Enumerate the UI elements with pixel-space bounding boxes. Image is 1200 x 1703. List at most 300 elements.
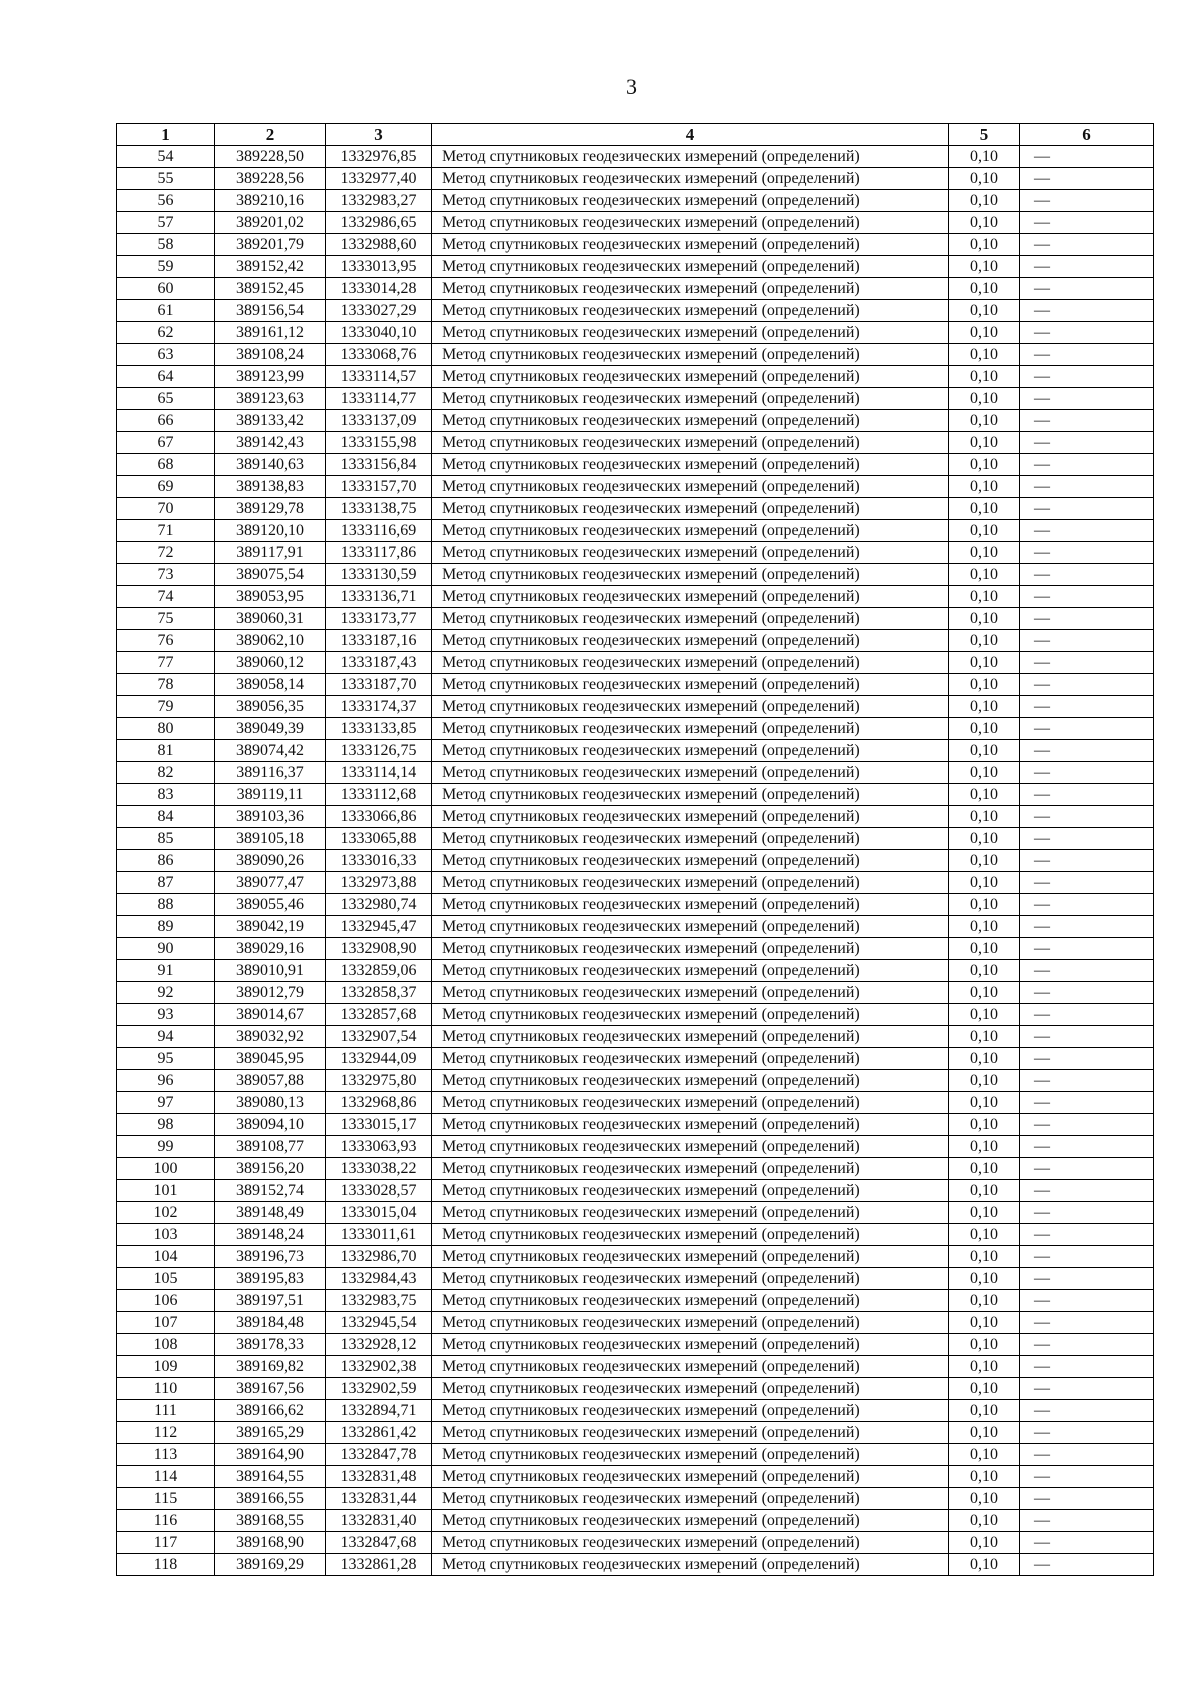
x-coordinate-cell: 389164,55 [215,1466,326,1488]
note-cell: — [1020,542,1154,564]
point-number-cell: 93 [117,1004,215,1026]
note-cell: — [1020,674,1154,696]
x-coordinate-cell: 389201,79 [215,234,326,256]
table-row [117,630,1154,652]
x-coordinate-cell: 389108,24 [215,344,326,366]
accuracy-cell: 0,10 [949,872,1020,894]
table-row [117,1400,1154,1422]
note-cell: — [1020,894,1154,916]
method-cell: Метод спутниковых геодезических измерений (определений) [432,1334,949,1356]
method-cell: Метод спутниковых геодезических измерений (определений) [432,718,949,740]
method-cell: Метод спутниковых геодезических измерений (определений) [432,454,949,476]
note-cell: — [1020,740,1154,762]
table-row [117,542,1154,564]
note-cell: — [1020,1356,1154,1378]
note-cell: — [1020,1422,1154,1444]
y-coordinate-cell: 1332907,54 [326,1026,432,1048]
table-row [117,1444,1154,1466]
y-coordinate-cell: 1332976,85 [326,146,432,168]
note-cell: — [1020,1202,1154,1224]
y-coordinate-cell: 1332894,71 [326,1400,432,1422]
table-row [117,344,1154,366]
x-coordinate-cell: 389012,79 [215,982,326,1004]
point-number-cell: 107 [117,1312,215,1334]
x-coordinate-cell: 389142,43 [215,432,326,454]
column-header-5: 5 [949,124,1020,146]
accuracy-cell: 0,10 [949,1312,1020,1334]
note-cell: — [1020,1048,1154,1070]
y-coordinate-cell: 1333038,22 [326,1158,432,1180]
y-coordinate-cell: 1332908,90 [326,938,432,960]
note-cell: — [1020,652,1154,674]
x-coordinate-cell: 389058,14 [215,674,326,696]
y-coordinate-cell: 1332859,06 [326,960,432,982]
point-number-cell: 118 [117,1554,215,1576]
x-coordinate-cell: 389075,54 [215,564,326,586]
method-cell: Метод спутниковых геодезических измерений (определений) [432,1070,949,1092]
accuracy-cell: 0,10 [949,256,1020,278]
y-coordinate-cell: 1332831,48 [326,1466,432,1488]
accuracy-cell: 0,10 [949,388,1020,410]
method-cell: Метод спутниковых геодезических измерений (определений) [432,674,949,696]
table-row [117,366,1154,388]
table-body [117,146,1154,1576]
y-coordinate-cell: 1333040,10 [326,322,432,344]
point-number-cell: 104 [117,1246,215,1268]
accuracy-cell: 0,10 [949,1400,1020,1422]
y-coordinate-cell: 1332847,68 [326,1532,432,1554]
y-coordinate-cell: 1333014,28 [326,278,432,300]
note-cell: — [1020,982,1154,1004]
table-row [117,652,1154,674]
point-number-cell: 78 [117,674,215,696]
accuracy-cell: 0,10 [949,410,1020,432]
point-number-cell: 98 [117,1114,215,1136]
method-cell: Метод спутниковых геодезических измерений (определений) [432,894,949,916]
table-row [117,454,1154,476]
point-number-cell: 96 [117,1070,215,1092]
x-coordinate-cell: 389169,29 [215,1554,326,1576]
y-coordinate-cell: 1332986,70 [326,1246,432,1268]
x-coordinate-cell: 389152,74 [215,1180,326,1202]
method-cell: Метод спутниковых геодезических измерений (определений) [432,696,949,718]
x-coordinate-cell: 389133,42 [215,410,326,432]
column-header-4: 4 [432,124,949,146]
y-coordinate-cell: 1332858,37 [326,982,432,1004]
x-coordinate-cell: 389165,29 [215,1422,326,1444]
x-coordinate-cell: 389116,37 [215,762,326,784]
x-coordinate-cell: 389196,73 [215,1246,326,1268]
note-cell: — [1020,1114,1154,1136]
note-cell: — [1020,1026,1154,1048]
column-header-2: 2 [215,124,326,146]
table-row [117,1356,1154,1378]
method-cell: Метод спутниковых геодезических измерений (определений) [432,564,949,586]
x-coordinate-cell: 389032,92 [215,1026,326,1048]
method-cell: Метод спутниковых геодезических измерений (определений) [432,1422,949,1444]
method-cell: Метод спутниковых геодезических измерений (определений) [432,410,949,432]
y-coordinate-cell: 1333173,77 [326,608,432,630]
method-cell: Метод спутниковых геодезических измерений (определений) [432,1312,949,1334]
accuracy-cell: 0,10 [949,916,1020,938]
y-coordinate-cell: 1332831,44 [326,1488,432,1510]
point-number-cell: 100 [117,1158,215,1180]
note-cell: — [1020,1268,1154,1290]
accuracy-cell: 0,10 [949,938,1020,960]
y-coordinate-cell: 1332902,59 [326,1378,432,1400]
point-number-cell: 54 [117,146,215,168]
note-cell: — [1020,256,1154,278]
x-coordinate-cell: 389228,50 [215,146,326,168]
method-cell: Метод спутниковых геодезических измерений (определений) [432,1004,949,1026]
x-coordinate-cell: 389129,78 [215,498,326,520]
y-coordinate-cell: 1333027,29 [326,300,432,322]
method-cell: Метод спутниковых геодезических измерений (определений) [432,828,949,850]
table-row [117,960,1154,982]
accuracy-cell: 0,10 [949,300,1020,322]
x-coordinate-cell: 389053,95 [215,586,326,608]
table-row [117,234,1154,256]
accuracy-cell: 0,10 [949,1004,1020,1026]
accuracy-cell: 0,10 [949,212,1020,234]
table-row [117,608,1154,630]
accuracy-cell: 0,10 [949,1290,1020,1312]
table-row [117,1158,1154,1180]
method-cell: Метод спутниковых геодезических измерений (определений) [432,1466,949,1488]
x-coordinate-cell: 389045,95 [215,1048,326,1070]
note-cell: — [1020,1334,1154,1356]
y-coordinate-cell: 1332977,40 [326,168,432,190]
point-number-cell: 115 [117,1488,215,1510]
y-coordinate-cell: 1332983,75 [326,1290,432,1312]
accuracy-cell: 0,10 [949,498,1020,520]
x-coordinate-cell: 389169,82 [215,1356,326,1378]
table-row [117,1422,1154,1444]
x-coordinate-cell: 389123,99 [215,366,326,388]
table-row [117,1004,1154,1026]
method-cell: Метод спутниковых геодезических измерений (определений) [432,850,949,872]
table-row [117,1114,1154,1136]
method-cell: Метод спутниковых геодезических измерений (определений) [432,1202,949,1224]
y-coordinate-cell: 1332988,60 [326,234,432,256]
method-cell: Метод спутниковых геодезических измерений (определений) [432,652,949,674]
note-cell: — [1020,828,1154,850]
accuracy-cell: 0,10 [949,784,1020,806]
method-cell: Метод спутниковых геодезических измерений (определений) [432,938,949,960]
accuracy-cell: 0,10 [949,454,1020,476]
x-coordinate-cell: 389140,63 [215,454,326,476]
note-cell: — [1020,300,1154,322]
note-cell: — [1020,212,1154,234]
x-coordinate-cell: 389166,62 [215,1400,326,1422]
point-number-cell: 73 [117,564,215,586]
point-number-cell: 113 [117,1444,215,1466]
table-row [117,410,1154,432]
table-row [117,762,1154,784]
note-cell: — [1020,1400,1154,1422]
column-header-3: 3 [326,124,432,146]
x-coordinate-cell: 389164,90 [215,1444,326,1466]
table-row [117,432,1154,454]
x-coordinate-cell: 389228,56 [215,168,326,190]
accuracy-cell: 0,10 [949,674,1020,696]
x-coordinate-cell: 389167,56 [215,1378,326,1400]
note-cell: — [1020,410,1154,432]
accuracy-cell: 0,10 [949,1444,1020,1466]
point-number-cell: 65 [117,388,215,410]
table-row [117,872,1154,894]
point-number-cell: 59 [117,256,215,278]
accuracy-cell: 0,10 [949,1268,1020,1290]
method-cell: Метод спутниковых геодезических измерений (определений) [432,1048,949,1070]
method-cell: Метод спутниковых геодезических измерений (определений) [432,1356,949,1378]
method-cell: Метод спутниковых геодезических измерений (определений) [432,1554,949,1576]
x-coordinate-cell: 389197,51 [215,1290,326,1312]
method-cell: Метод спутниковых геодезических измерений (определений) [432,982,949,1004]
accuracy-cell: 0,10 [949,828,1020,850]
note-cell: — [1020,278,1154,300]
y-coordinate-cell: 1333015,17 [326,1114,432,1136]
accuracy-cell: 0,10 [949,1422,1020,1444]
note-cell: — [1020,146,1154,168]
accuracy-cell: 0,10 [949,1048,1020,1070]
method-cell: Метод спутниковых геодезических измерений (определений) [432,586,949,608]
accuracy-cell: 0,10 [949,1202,1020,1224]
point-number-cell: 66 [117,410,215,432]
table-row [117,300,1154,322]
method-cell: Метод спутниковых геодезических измерений (определений) [432,630,949,652]
table-row [117,1224,1154,1246]
point-number-cell: 82 [117,762,215,784]
point-number-cell: 75 [117,608,215,630]
note-cell: — [1020,1444,1154,1466]
method-cell: Метод спутниковых геодезических измерений (определений) [432,542,949,564]
table-row [117,1510,1154,1532]
table-row [117,1202,1154,1224]
accuracy-cell: 0,10 [949,564,1020,586]
y-coordinate-cell: 1333187,16 [326,630,432,652]
x-coordinate-cell: 389049,39 [215,718,326,740]
point-number-cell: 87 [117,872,215,894]
table-row [117,1554,1154,1576]
x-coordinate-cell: 389168,55 [215,1510,326,1532]
point-number-cell: 92 [117,982,215,1004]
note-cell: — [1020,872,1154,894]
note-cell: — [1020,476,1154,498]
y-coordinate-cell: 1332857,68 [326,1004,432,1026]
x-coordinate-cell: 389156,54 [215,300,326,322]
note-cell: — [1020,850,1154,872]
method-cell: Метод спутниковых геодезических измерений (определений) [432,344,949,366]
note-cell: — [1020,190,1154,212]
point-number-cell: 80 [117,718,215,740]
note-cell: — [1020,1180,1154,1202]
point-number-cell: 97 [117,1092,215,1114]
y-coordinate-cell: 1333136,71 [326,586,432,608]
note-cell: — [1020,1510,1154,1532]
note-cell: — [1020,806,1154,828]
point-number-cell: 79 [117,696,215,718]
y-coordinate-cell: 1333112,68 [326,784,432,806]
y-coordinate-cell: 1332986,65 [326,212,432,234]
table-row [117,696,1154,718]
x-coordinate-cell: 389077,47 [215,872,326,894]
y-coordinate-cell: 1333028,57 [326,1180,432,1202]
point-number-cell: 101 [117,1180,215,1202]
accuracy-cell: 0,10 [949,718,1020,740]
method-cell: Метод спутниковых геодезических измерений (определений) [432,1290,949,1312]
y-coordinate-cell: 1333187,70 [326,674,432,696]
method-cell: Метод спутниковых геодезических измерений (определений) [432,300,949,322]
point-number-cell: 72 [117,542,215,564]
note-cell: — [1020,1158,1154,1180]
table-header-row [117,124,1154,146]
point-number-cell: 61 [117,300,215,322]
accuracy-cell: 0,10 [949,1070,1020,1092]
method-cell: Метод спутниковых геодезических измерений (определений) [432,168,949,190]
table-row [117,1334,1154,1356]
method-cell: Метод спутниковых геодезических измерений (определений) [432,278,949,300]
y-coordinate-cell: 1333114,57 [326,366,432,388]
point-number-cell: 55 [117,168,215,190]
note-cell: — [1020,432,1154,454]
y-coordinate-cell: 1332984,43 [326,1268,432,1290]
method-cell: Метод спутниковых геодезических измерений (определений) [432,1378,949,1400]
point-number-cell: 71 [117,520,215,542]
table-row [117,1070,1154,1092]
note-cell: — [1020,586,1154,608]
point-number-cell: 91 [117,960,215,982]
column-header-1: 1 [117,124,215,146]
point-number-cell: 95 [117,1048,215,1070]
x-coordinate-cell: 389138,83 [215,476,326,498]
accuracy-cell: 0,10 [949,168,1020,190]
x-coordinate-cell: 389156,20 [215,1158,326,1180]
table-row [117,1532,1154,1554]
point-number-cell: 89 [117,916,215,938]
note-cell: — [1020,1004,1154,1026]
point-number-cell: 88 [117,894,215,916]
x-coordinate-cell: 389152,45 [215,278,326,300]
x-coordinate-cell: 389161,12 [215,322,326,344]
y-coordinate-cell: 1333011,61 [326,1224,432,1246]
y-coordinate-cell: 1333126,75 [326,740,432,762]
y-coordinate-cell: 1332980,74 [326,894,432,916]
y-coordinate-cell: 1333137,09 [326,410,432,432]
table-row [117,740,1154,762]
method-cell: Метод спутниковых геодезических измерений (определений) [432,1136,949,1158]
accuracy-cell: 0,10 [949,234,1020,256]
accuracy-cell: 0,10 [949,740,1020,762]
x-coordinate-cell: 389195,83 [215,1268,326,1290]
point-number-cell: 112 [117,1422,215,1444]
y-coordinate-cell: 1333116,69 [326,520,432,542]
point-number-cell: 77 [117,652,215,674]
x-coordinate-cell: 389105,18 [215,828,326,850]
method-cell: Метод спутниковых геодезических измерений (определений) [432,1400,949,1422]
accuracy-cell: 0,10 [949,806,1020,828]
point-number-cell: 105 [117,1268,215,1290]
accuracy-cell: 0,10 [949,762,1020,784]
method-cell: Метод спутниковых геодезических измерений (определений) [432,432,949,454]
point-number-cell: 85 [117,828,215,850]
x-coordinate-cell: 389168,90 [215,1532,326,1554]
table-row [117,916,1154,938]
y-coordinate-cell: 1332928,12 [326,1334,432,1356]
y-coordinate-cell: 1333130,59 [326,564,432,586]
y-coordinate-cell: 1332975,80 [326,1070,432,1092]
point-number-cell: 86 [117,850,215,872]
table-row [117,1048,1154,1070]
point-number-cell: 106 [117,1290,215,1312]
method-cell: Метод спутниковых геодезических измерений (определений) [432,1158,949,1180]
table-row [117,784,1154,806]
y-coordinate-cell: 1333174,37 [326,696,432,718]
method-cell: Метод спутниковых геодезических измерений (определений) [432,1246,949,1268]
method-cell: Метод спутниковых геодезических измерений (определений) [432,960,949,982]
note-cell: — [1020,608,1154,630]
method-cell: Метод спутниковых геодезических измерений (определений) [432,608,949,630]
y-coordinate-cell: 1332861,28 [326,1554,432,1576]
point-number-cell: 64 [117,366,215,388]
x-coordinate-cell: 389062,10 [215,630,326,652]
note-cell: — [1020,498,1154,520]
accuracy-cell: 0,10 [949,696,1020,718]
table-row [117,146,1154,168]
point-number-cell: 68 [117,454,215,476]
y-coordinate-cell: 1332902,38 [326,1356,432,1378]
table-row [117,828,1154,850]
y-coordinate-cell: 1333114,14 [326,762,432,784]
table-row [117,1312,1154,1334]
method-cell: Метод спутниковых геодезических измерений (определений) [432,146,949,168]
x-coordinate-cell: 389029,16 [215,938,326,960]
table-row [117,1466,1154,1488]
method-cell: Метод спутниковых геодезических измерений (определений) [432,1180,949,1202]
note-cell: — [1020,520,1154,542]
y-coordinate-cell: 1333157,70 [326,476,432,498]
x-coordinate-cell: 389210,16 [215,190,326,212]
accuracy-cell: 0,10 [949,1224,1020,1246]
x-coordinate-cell: 389060,31 [215,608,326,630]
point-number-cell: 76 [117,630,215,652]
accuracy-cell: 0,10 [949,1554,1020,1576]
table-row [117,1290,1154,1312]
accuracy-cell: 0,10 [949,542,1020,564]
point-number-cell: 57 [117,212,215,234]
accuracy-cell: 0,10 [949,1246,1020,1268]
note-cell: — [1020,1466,1154,1488]
accuracy-cell: 0,10 [949,432,1020,454]
accuracy-cell: 0,10 [949,1532,1020,1554]
note-cell: — [1020,234,1154,256]
method-cell: Метод спутниковых геодезических измерений (определений) [432,520,949,542]
method-cell: Метод спутниковых геодезических измерений (определений) [432,1114,949,1136]
y-coordinate-cell: 1333138,75 [326,498,432,520]
note-cell: — [1020,454,1154,476]
x-coordinate-cell: 389094,10 [215,1114,326,1136]
point-number-cell: 103 [117,1224,215,1246]
note-cell: — [1020,564,1154,586]
method-cell: Метод спутниковых геодезических измерений (определений) [432,322,949,344]
method-cell: Метод спутниковых геодезических измерений (определений) [432,256,949,278]
accuracy-cell: 0,10 [949,146,1020,168]
note-cell: — [1020,1246,1154,1268]
method-cell: Метод спутниковых геодезических измерений (определений) [432,740,949,762]
table-row [117,1026,1154,1048]
y-coordinate-cell: 1333068,76 [326,344,432,366]
note-cell: — [1020,1290,1154,1312]
